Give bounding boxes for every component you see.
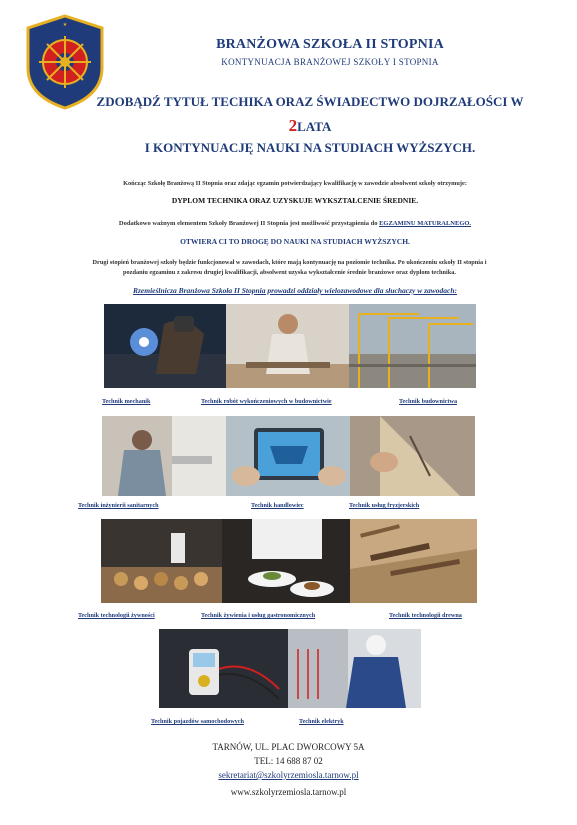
photo-automotive [159, 629, 288, 708]
profession-label: Technik żywienia i usług gastronomicznych [201, 612, 316, 619]
profession-label: Technik technologii drewna [389, 612, 462, 619]
school-subtitle: KONTYNUACJA BRANŻOWEJ SZKOŁY I STOPNIA [221, 57, 439, 67]
profession-label: Technik mechanik [102, 398, 151, 405]
description-text [22, 258, 557, 278]
matura-link[interactable]: EGZAMINU MATURALNEGO. [379, 220, 472, 227]
photo-wood-technology [350, 519, 477, 603]
footer-email-link[interactable]: sekretariat@szkolyrzemiosla.tarnow.pl [218, 770, 359, 780]
professions-intro: Rzemieślnicza Branżowa Szkoła II Stopnia prowadzi oddziały wielozawodowe dla słuchaczy w zawodach: [132, 286, 457, 295]
description-line1: Drugi stopień branżowej szkoły będzie funkcjonował w zawodach, które mają kontynuację na poziomie technika. Po ukończeniu szkoły II stopnia i [92, 259, 487, 266]
studies-text: OTWIERA CI TO DROGĘ DO NAUKI NA STUDIACH WYŻSZYCH. [180, 237, 410, 246]
photo-construction [349, 304, 476, 388]
description-line2: pozdaniu egzaminu z zakresu drugiej kwalifikacji, absolwent uzyska wykształcenie średnie branżowe oraz dyplom technika. [123, 269, 456, 276]
svg-text:★: ★ [62, 22, 68, 28]
headline-years-word: LATA [297, 119, 332, 134]
headline-line3: I KONTYNUACJĘ NAUKI NA STUDIACH WYŻSZYCH. [144, 140, 476, 155]
photo-food-technology [101, 519, 222, 603]
footer-phone: TEL: 14 688 87 02 [254, 756, 323, 766]
profession-label: Technik robót wykończeniowych w budownictwie [201, 398, 332, 405]
headline-years: 2 [288, 116, 298, 135]
profession-label: Technik budownictwa [399, 398, 458, 405]
matura-text-prefix: Dodatkowo ważnym elementem Szkoły Branżowej II Stopnia jest możliwość przystąpienia do [118, 220, 380, 227]
photo-electrician [288, 629, 421, 708]
profession-label: Technik inżynierii sanitarnych [78, 502, 159, 509]
diploma-text: DYPLOM TECHNIKA ORAZ UZYSKUJE WYKSZTAŁCENIE ŚREDNIE. [171, 196, 419, 205]
school-name: BRANŻOWA SZKOŁA II STOPNIA [216, 37, 444, 52]
profession-label: Technik elektryk [299, 718, 344, 725]
photo-hairdressing [350, 416, 475, 496]
matura-text [40, 220, 550, 227]
headline-line2 [60, 116, 560, 136]
profession-label: Technik usług fryzjerskich [349, 502, 420, 509]
profession-label: Technik handlowiec [251, 502, 304, 509]
profession-label: Technik pojazdów samochodowych [151, 718, 244, 725]
photo-mechanic [104, 304, 226, 388]
photo-finishing-works [226, 304, 349, 388]
profession-label: Technik technologii żywności [78, 612, 155, 619]
photo-sanitary [102, 416, 226, 496]
footer-address: TARNÓW, UL. PLAC DWORCOWY 5A [212, 742, 365, 752]
footer-website[interactable]: www.szkolyrzemiosla.tarnow.pl [230, 787, 347, 797]
photo-gastronomy [222, 519, 350, 603]
intro-text: Kończąc Szkołę Branżową II Stopnia oraz zdając egzamin potwierdzający kwalifikację w zawodzie absolwent szkoły otrzymuje: [123, 180, 467, 187]
headline-line1: ZDOBĄDŹ TYTUŁ TECHIKA ORAZ ŚWIADECTWO DOJRZAŁOŚCI W [96, 94, 524, 109]
photo-retail [226, 416, 350, 496]
